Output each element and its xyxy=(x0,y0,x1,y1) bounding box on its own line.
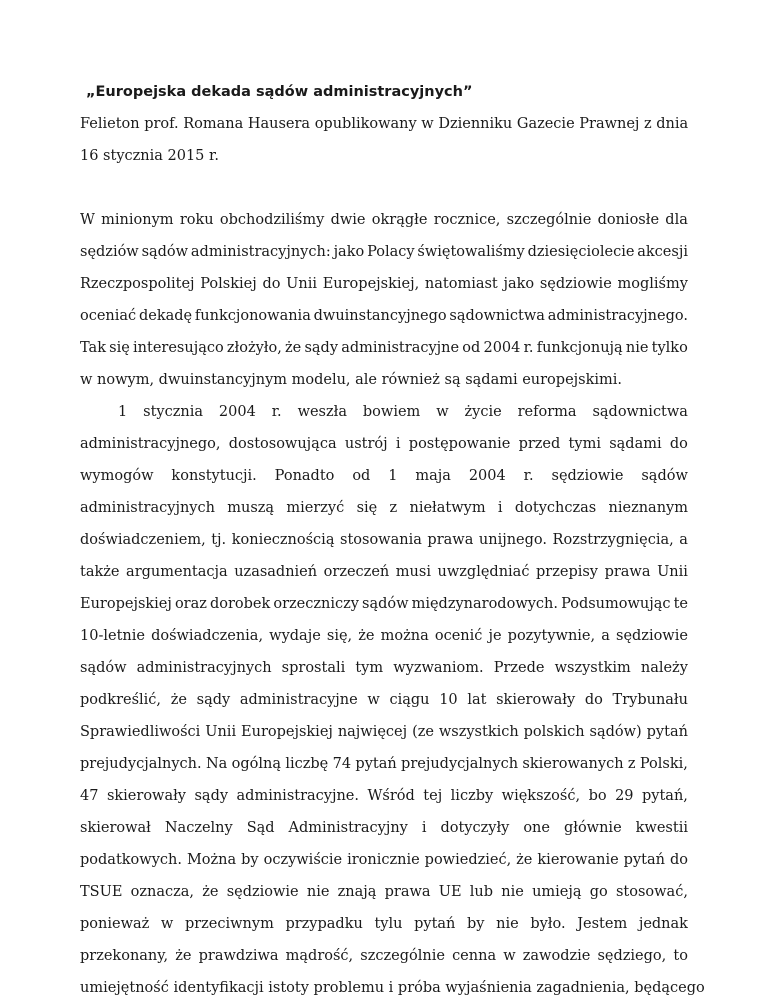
paragraph-line: administracyjnego, dostosowująca ustrój i postępowanie przed tymi sądami do xyxy=(80,436,688,452)
document-title: „Europejska dekada sądów administracyjnych” xyxy=(86,84,473,100)
paragraph-line: 1 stycznia 2004 r. weszła bowiem w życie reforma sądownictwa xyxy=(118,404,688,420)
paragraph-line: Rzeczpospolitej Polskiej do Unii Europejskiej, natomiast jako sędziowie mogliśmy xyxy=(80,276,688,292)
paragraph-line: 10-letnie doświadczenia, wydaje się, że można ocenić je pozytywnie, a sędziowie xyxy=(80,628,688,644)
paragraph-line: prejudycjalnych. Na ogólną liczbę 74 pytań prejudycjalnych skierowanych z Polski, xyxy=(80,756,688,772)
paragraph-line: wymogów konstytucji. Ponadto od 1 maja 2004 r. sędziowie sądów xyxy=(80,468,688,484)
paragraph-line: doświadczeniem, tj. koniecznością stosowania prawa unijnego. Rozstrzygnięcia, a xyxy=(80,532,688,548)
paragraph-line: sędziów sądów administracyjnych: jako Polacy świętowaliśmy dziesięciolecie akcesji xyxy=(80,244,688,260)
paragraph-1 xyxy=(80,204,688,396)
meta-line: Felieton prof. Romana Hausera opublikowany w Dzienniku Gazecie Prawnej z dnia xyxy=(80,116,689,132)
paragraph-line: 47 skierowały sądy administracyjne. Wśród tej liczby większość, bo 29 pytań, xyxy=(80,788,688,804)
paragraph-line: podkreślić, że sądy administracyjne w ciągu 10 lat skierowały do Trybunału xyxy=(80,692,688,708)
meta-line: 16 stycznia 2015 r. xyxy=(80,148,219,164)
paragraph-line: Tak się interesująco złożyło, że sądy administracyjne od 2004 r. funkcjonują nie tylko xyxy=(80,340,688,356)
paragraph-line: w nowym, dwuinstancyjnym modelu, ale również są sądami europejskimi. xyxy=(80,372,623,388)
paragraph-line: skierował Naczelny Sąd Administracyjny i dotyczyły one głównie kwestii xyxy=(80,820,688,836)
paragraph-line: TSUE oznacza, że sędziowie nie znają prawa UE lub nie umieją go stosować, xyxy=(80,884,688,900)
document-subtitle xyxy=(80,108,688,172)
paragraph-line: także argumentacja uzasadnień orzeczeń musi uwzględniać przepisy prawa Unii xyxy=(80,564,688,580)
paragraph-line: umiejętność identyfikacji istoty problemu i próba wyjaśnienia zagadnienia, będącego xyxy=(80,980,705,996)
paragraph-line: administracyjnych muszą mierzyć się z niełatwym i dotychczas nieznanym xyxy=(80,500,688,516)
paragraph-line: W minionym roku obchodziliśmy dwie okrągłe rocznice, szczególnie doniosłe dla xyxy=(80,212,688,228)
paragraph-line: oceniać dekadę funkcjonowania dwuinstancyjnego sądownictwa administracyjnego. xyxy=(80,308,688,324)
paragraph-2 xyxy=(80,396,705,1004)
document-page xyxy=(80,76,705,1004)
paragraph-line: podatkowych. Można by oczywiście ironicznie powiedzieć, że kierowanie pytań do xyxy=(80,852,688,868)
paragraph-line: sądów administracyjnych sprostali tym wyzwaniom. Przede wszystkim należy xyxy=(80,660,688,676)
paragraph-line: przekonany, że prawdziwa mądrość, szczególnie cenna w zawodzie sędziego, to xyxy=(80,948,688,964)
paragraph-line: Sprawiedliwości Unii Europejskiej najwięcej (ze wszystkich polskich sądów) pytań xyxy=(80,724,688,740)
paragraph-line: ponieważ w przeciwnym przypadku tylu pytań by nie było. Jestem jednak xyxy=(80,916,688,932)
paragraph-line: Europejskiej oraz dorobek orzeczniczy sądów międzynarodowych. Podsumowując te xyxy=(80,596,688,612)
